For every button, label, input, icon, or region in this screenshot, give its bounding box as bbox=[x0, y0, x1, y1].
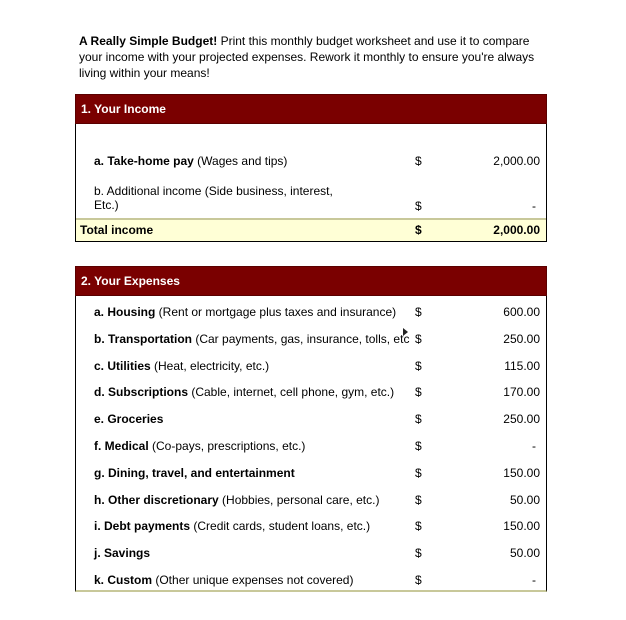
row-label-bold: b. Transportation bbox=[94, 331, 193, 346]
income-row-additional[interactable] bbox=[76, 184, 546, 214]
dollar-sign: $ bbox=[415, 331, 422, 346]
row-label bbox=[94, 412, 163, 426]
row-amount[interactable]: 250.00 bbox=[503, 331, 540, 346]
row-amount[interactable]: 2,000.00 bbox=[493, 154, 540, 168]
row-label bbox=[94, 154, 287, 168]
intro-text bbox=[79, 33, 549, 81]
row-label-bold: j. Savings bbox=[94, 546, 151, 561]
dollar-sign: $ bbox=[415, 154, 422, 168]
row-label-desc: (Rent or mortgage plus taxes and insurance) bbox=[155, 305, 397, 319]
income-section bbox=[75, 94, 547, 242]
intro-body: Print this monthly budget worksheet and use it to compare your income with your projected expenses. Rework it monthly to ensure you're always living within your means! bbox=[79, 34, 535, 80]
row-amount[interactable]: - bbox=[532, 199, 536, 213]
row-label bbox=[94, 466, 295, 480]
income-total-row bbox=[76, 218, 546, 242]
dollar-sign: $ bbox=[415, 305, 422, 319]
dollar-sign: $ bbox=[415, 199, 422, 213]
row-label bbox=[94, 519, 370, 533]
income-body bbox=[75, 124, 547, 242]
row-amount[interactable]: - bbox=[532, 573, 536, 587]
row-amount[interactable]: 170.00 bbox=[503, 385, 540, 400]
row-label-desc: (Cable, internet, cell phone, gym, etc.) bbox=[188, 385, 395, 400]
row-label bbox=[94, 385, 394, 399]
row-label-desc: (Co-pays, prescriptions, etc.) bbox=[148, 439, 306, 453]
row-label-desc: (Wages and tips) bbox=[193, 154, 288, 168]
expenses-section bbox=[75, 266, 547, 590]
row-label: b. Additional income (Side business, interest, Etc.) bbox=[94, 184, 333, 212]
dollar-sign: $ bbox=[415, 519, 422, 534]
row-label-bold: k. Custom bbox=[94, 573, 153, 587]
row-amount[interactable]: 150.00 bbox=[503, 465, 540, 480]
row-amount[interactable]: 115.00 bbox=[504, 358, 540, 373]
row-amount[interactable]: 50.00 bbox=[509, 492, 540, 507]
dollar-sign: $ bbox=[415, 439, 422, 453]
dollar-sign: $ bbox=[415, 358, 422, 373]
total-amount: 2,000.00 bbox=[493, 223, 540, 237]
row-label-bold: i. Debt payments bbox=[94, 519, 191, 534]
row-label-bold: c. Utilities bbox=[94, 358, 151, 373]
dollar-sign: $ bbox=[415, 573, 422, 587]
row-label bbox=[94, 332, 409, 346]
row-label bbox=[94, 573, 353, 587]
dollar-sign: $ bbox=[415, 412, 422, 427]
row-amount[interactable]: 50.00 bbox=[509, 546, 540, 561]
row-label-bold: g. Dining, travel, and entertainment bbox=[94, 465, 295, 480]
row-label-desc: (Other unique expenses not covered) bbox=[152, 573, 354, 587]
row-label-desc: (Hobbies, personal care, etc.) bbox=[218, 492, 380, 507]
row-amount[interactable]: - bbox=[532, 439, 536, 453]
dollar-sign: $ bbox=[415, 546, 422, 561]
row-label-bold: h. Other discretionary bbox=[94, 492, 219, 507]
dollar-sign: $ bbox=[415, 492, 422, 507]
row-label-bold: f. Medical bbox=[94, 439, 149, 453]
row-label-desc: (Car payments, gas, insurance, tolls, etc bbox=[192, 331, 410, 346]
intro-title: A Really Simple Budget! bbox=[79, 34, 218, 48]
expenses-body bbox=[75, 296, 547, 592]
dollar-sign: $ bbox=[415, 223, 422, 237]
row-label bbox=[94, 546, 150, 560]
dollar-sign: $ bbox=[415, 385, 422, 400]
dollar-sign: $ bbox=[415, 465, 422, 480]
row-label bbox=[94, 359, 269, 373]
row-amount[interactable]: 250.00 bbox=[503, 412, 540, 427]
row-label-bold: a. Take-home pay bbox=[94, 154, 194, 168]
row-label bbox=[94, 439, 305, 453]
row-label-desc: (Heat, electricity, etc.) bbox=[150, 358, 270, 373]
income-header: 1. Your Income bbox=[75, 94, 547, 124]
cursor-icon bbox=[403, 328, 408, 336]
row-label bbox=[94, 305, 396, 319]
row-label-bold: a. Housing bbox=[94, 305, 156, 319]
row-label-desc: (Credit cards, student loans, etc.) bbox=[190, 519, 371, 534]
row-label bbox=[94, 493, 379, 507]
row-label-bold: d. Subscriptions bbox=[94, 385, 189, 400]
row-label-bold: e. Groceries bbox=[94, 412, 164, 427]
total-label: Total income bbox=[80, 223, 154, 237]
row-amount[interactable]: 150.00 bbox=[503, 519, 540, 534]
expenses-header: 2. Your Expenses bbox=[75, 266, 547, 296]
row-amount[interactable]: 600.00 bbox=[503, 305, 540, 319]
